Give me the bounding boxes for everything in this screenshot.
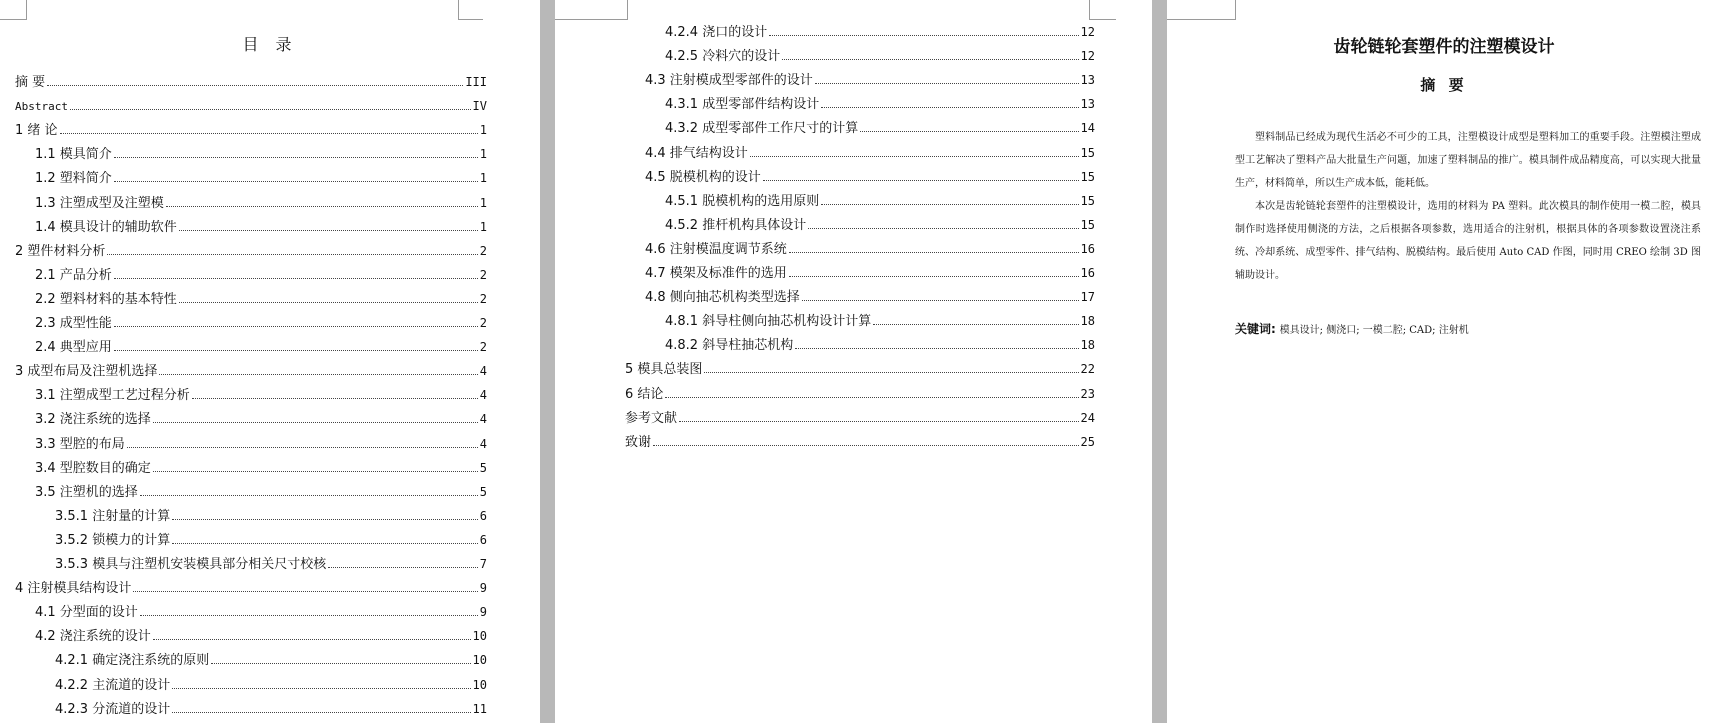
toc-entry[interactable]	[665, 191, 1095, 211]
toc-entry-page-number: 14	[1080, 121, 1095, 136]
toc-entry-page-number: 15	[1080, 145, 1095, 160]
toc-entry-title: 2.2 塑料材料的基本特性	[35, 291, 177, 307]
toc-entry-title: 4.2.1 确定浇注系统的原则	[55, 653, 210, 669]
toc-entry[interactable]	[665, 22, 1095, 42]
toc-entry[interactable]	[35, 265, 487, 285]
keywords-label: 关键词:	[1235, 322, 1276, 336]
toc-dot-leader	[153, 471, 478, 472]
toc-entry[interactable]	[15, 72, 487, 92]
toc-dot-leader	[179, 230, 478, 231]
document-page-2	[555, 0, 1152, 723]
document-page-1	[0, 0, 540, 723]
toc-entry-page-number: 1	[479, 219, 487, 234]
toc-entry-title: Abstract	[15, 100, 68, 114]
toc-entry-title: 3 成型布局及注塑机选择	[15, 364, 158, 380]
toc-dot-leader	[172, 688, 470, 689]
toc-entry[interactable]	[625, 384, 1095, 404]
toc-entry-title: 4.5.2 推杆机构具体设计	[665, 217, 807, 233]
toc-entry[interactable]	[665, 118, 1095, 138]
toc-entry-page-number: III	[465, 75, 487, 89]
toc-dot-leader	[665, 397, 1078, 398]
toc-entry-page-number: 15	[1080, 193, 1095, 208]
toc-dot-leader	[769, 35, 1078, 36]
toc-entry-page-number: 10	[472, 677, 487, 692]
toc-entry-title: 4.7 模架及标准件的选用	[645, 266, 787, 281]
toc-entry[interactable]	[35, 458, 487, 478]
toc-entry[interactable]	[665, 311, 1095, 331]
toc-entry[interactable]	[15, 578, 487, 598]
toc-dot-leader	[795, 348, 1078, 349]
toc-entry-page-number: 1	[479, 171, 487, 186]
toc-entry-title: 3.1 注塑成型工艺过程分析	[35, 388, 190, 404]
toc-entry-page-number: 2	[479, 316, 487, 330]
toc-entry[interactable]	[35, 482, 487, 502]
toc-dot-leader	[873, 324, 1078, 325]
toc-entry-page-number: 16	[1080, 241, 1095, 256]
toc-entry[interactable]	[625, 359, 1095, 379]
toc-entry-title: 4.5.1 脱模机构的选用原则	[665, 193, 820, 209]
toc-dot-leader	[782, 59, 1078, 60]
toc-entry-title: 4.3 注射模成型零部件的设计	[645, 73, 813, 89]
toc-entry[interactable]	[35, 602, 487, 622]
toc-entry-page-number: 15	[1080, 169, 1095, 184]
toc-entry-page-number: 25	[1080, 434, 1095, 449]
toc-entry-page-number: 5	[479, 460, 487, 475]
toc-entry[interactable]	[35, 313, 487, 333]
toc-entry-page-number: 9	[479, 605, 487, 620]
toc-entry-title: 1.3 注塑成型及注塑模	[35, 195, 164, 211]
toc-entry[interactable]	[645, 70, 1095, 90]
toc-entry[interactable]	[15, 96, 487, 116]
toc-entry-page-number: 2	[479, 267, 487, 282]
toc-entry-page-number: 22	[1080, 362, 1095, 377]
toc-dot-leader	[860, 131, 1078, 132]
thesis-title: 齿轮链轮套塑件的注塑模设计	[1333, 37, 1555, 57]
toc-entry-page-number: 15	[1080, 217, 1095, 232]
toc-dot-leader	[789, 276, 1079, 277]
toc-entry[interactable]	[15, 120, 487, 140]
toc-entry-title: 5 模具总装图	[625, 362, 703, 378]
toc-entry-title: 4.4 排气结构设计	[645, 145, 748, 161]
toc-entry[interactable]	[55, 530, 487, 550]
toc-entry-title: 4.6 注射模温度调节系统	[645, 241, 787, 257]
toc-entry[interactable]	[55, 554, 487, 574]
toc-dot-leader	[172, 519, 478, 520]
toc-entry-page-number: 16	[1080, 266, 1095, 280]
toc-entry-page-number: 17	[1080, 290, 1095, 305]
toc-dot-leader	[179, 302, 478, 303]
toc-dot-leader	[192, 398, 478, 399]
toc-dot-leader	[802, 300, 1079, 301]
toc-entry-title: 4.3.1 成型零部件结构设计	[665, 97, 820, 113]
toc-entry[interactable]	[665, 335, 1095, 355]
toc-entry-title: 4.3.2 成型零部件工作尺寸的计算	[665, 121, 859, 137]
crop-mark	[1089, 0, 1116, 20]
toc-entry[interactable]	[15, 241, 487, 261]
toc-entry[interactable]	[35, 144, 487, 164]
toc-dot-leader	[140, 495, 478, 496]
toc-entry-page-number: 6	[479, 508, 487, 523]
toc-entry[interactable]	[645, 239, 1095, 259]
toc-entry-page-number: 5	[479, 484, 487, 499]
toc-dot-leader	[166, 206, 478, 207]
toc-dot-leader	[808, 228, 1078, 229]
toc-entry-page-number: 4	[479, 364, 487, 379]
toc-entry-title: 3.3 型腔的布局	[35, 436, 125, 452]
toc-entry-page-number: 13	[1080, 97, 1095, 112]
toc-entry-page-number: 1	[479, 123, 487, 138]
toc-entry[interactable]	[15, 361, 487, 381]
toc-entry[interactable]	[645, 287, 1095, 307]
toc-entry-title: 3.2 浇注系统的选择	[35, 412, 151, 428]
crop-mark	[555, 0, 628, 20]
toc-entry-title: 1.2 塑料简介	[35, 171, 112, 187]
toc-dot-leader	[763, 180, 1079, 181]
toc-entry-page-number: 1	[479, 147, 487, 162]
toc-entry-page-number: 6	[479, 532, 487, 547]
toc-entry[interactable]	[55, 675, 487, 695]
toc-entry-page-number: 13	[1080, 73, 1095, 88]
toc-dot-leader	[114, 157, 478, 158]
toc-dot-leader	[133, 591, 477, 592]
toc-entry[interactable]	[665, 94, 1095, 114]
toc-entry-page-number: 18	[1080, 338, 1095, 353]
toc-dot-leader	[750, 156, 1079, 157]
toc-entry-page-number: 23	[1080, 386, 1095, 401]
crop-mark	[458, 0, 483, 20]
toc-entry-page-number: 4	[479, 388, 487, 403]
toc-entry[interactable]	[35, 289, 487, 309]
toc-dot-leader	[704, 372, 1078, 373]
toc-entry-page-number: 24	[1080, 410, 1095, 425]
toc-entry-title: 4.2.2 主流道的设计	[55, 677, 171, 693]
toc-dot-leader	[172, 712, 470, 713]
toc-dot-leader	[60, 133, 478, 134]
toc-entry-title: 1 绪 论	[15, 123, 58, 139]
toc-entry-title: 3.5.2 锁模力的计算	[55, 532, 171, 548]
toc-dot-leader	[114, 181, 478, 182]
toc-entry[interactable]	[35, 409, 487, 429]
toc-entry[interactable]	[35, 193, 487, 213]
toc-entry-page-number: 2	[479, 243, 487, 258]
toc-entry-title: 3.5 注塑机的选择	[35, 484, 138, 500]
toc-entry[interactable]	[625, 432, 1095, 452]
toc-entry[interactable]	[55, 699, 487, 719]
toc-entry-title: 3.5.3 模具与注塑机安装模具部分相关尺寸校核	[55, 557, 327, 572]
toc-entry-title: 4.5 脱模机构的设计	[645, 169, 761, 185]
toc-dot-leader	[114, 350, 478, 351]
crop-mark	[0, 0, 27, 20]
abstract-paragraph: 塑料制品已经成为现代生活必不可少的工具，注塑模设计成型是塑料加工的重要手段。注塑模注塑成型工艺解决了塑料产品大批量生产问题，加速了塑料制品的推广。模具制件成品精度高，可以实现大批量生产，材料简单，所以生产成本低，能耗低。	[1235, 132, 1701, 189]
toc-entry-title: 4 注射模具结构设计	[15, 581, 132, 597]
toc-entry-title: 致谢	[625, 434, 652, 450]
keywords-value: 模具设计; 侧浇口; 一模二腔; CAD; 注射机	[1279, 325, 1469, 336]
toc-entry-title: 4.8.1 斜导柱侧向抽芯机构设计计算	[665, 314, 872, 330]
toc-dot-leader	[172, 543, 478, 544]
toc-entry-title: 3.5.1 注射量的计算	[55, 508, 171, 524]
toc-entry-title: 4.2.5 冷料穴的设计	[665, 49, 781, 65]
toc-entry[interactable]	[665, 215, 1095, 235]
abstract-heading: 摘 要	[1420, 76, 1468, 94]
toc-dot-leader	[159, 374, 477, 375]
toc-entry-page-number: 4	[479, 436, 487, 451]
toc-entry-page-number: 4	[479, 412, 487, 427]
toc-dot-leader	[815, 83, 1079, 84]
crop-mark	[1167, 0, 1236, 20]
toc-entry-page-number: 10	[472, 653, 487, 668]
toc-dot-leader	[127, 447, 478, 448]
toc-dot-leader	[107, 254, 477, 255]
toc-dot-leader	[114, 278, 478, 279]
toc-entry-title: 2.3 成型性能	[35, 316, 112, 331]
toc-entry-page-number: 12	[1080, 49, 1095, 64]
toc-dot-leader	[211, 663, 470, 664]
toc-entry-page-number: 10	[472, 629, 487, 644]
toc-entry[interactable]	[645, 143, 1095, 163]
toc-entry-title: 4.8.2 斜导柱抽芯机构	[665, 338, 794, 354]
toc-entry[interactable]	[625, 408, 1095, 428]
toc-entry[interactable]	[35, 434, 487, 454]
keywords-line	[1235, 320, 1469, 337]
toc-dot-leader	[140, 615, 478, 616]
toc-entry[interactable]	[645, 263, 1095, 283]
toc-dot-leader	[653, 445, 1079, 446]
toc-entry[interactable]	[55, 650, 487, 670]
toc-entry-title: 2.1 产品分析	[35, 267, 112, 283]
toc-entry[interactable]	[35, 337, 487, 357]
toc-entry-page-number: 2	[479, 291, 487, 306]
toc-entry-title: 参考文献	[625, 410, 678, 426]
abstract-paragraph: 本次是齿轮链轮套塑件的注塑模设计，选用的材料为 PA 塑料。此次模具的制作使用一模二腔，模具制作时选择使用侧浇的方法，之后根据各项参数，选用适合的注射机，根据具体的各项参数设置浇注系统、冷却系统、成型零件、排气结构、脱模结构。最后使用 Auto CAD 作图，同时用 CREO 绘制 3D 图辅助设计。	[1235, 201, 1701, 281]
toc-dot-leader	[153, 639, 471, 640]
toc-entry[interactable]	[35, 385, 487, 405]
toc-entry-title: 4.8 侧向抽芯机构类型选择	[645, 290, 800, 306]
toc-dot-leader	[821, 107, 1078, 108]
toc-entry-page-number: 12	[1080, 25, 1095, 39]
toc-entry-title: 3.4 型腔数目的确定	[35, 460, 151, 476]
toc-entry[interactable]	[645, 167, 1095, 187]
toc-dot-leader	[679, 421, 1079, 422]
toc-entry-title: 4.2.4 浇口的设计	[665, 25, 768, 40]
toc-title: 目 录	[242, 35, 298, 54]
toc-entry-title: 2 塑件材料分析	[15, 243, 106, 259]
document-page-3	[1167, 0, 1721, 723]
toc-dot-leader	[328, 567, 478, 568]
toc-entry[interactable]	[35, 168, 487, 188]
toc-entry-page-number: 11	[472, 701, 487, 716]
toc-dot-leader	[821, 204, 1078, 205]
toc-entry-title: 1.1 模具简介	[35, 147, 112, 163]
toc-entry-page-number: 18	[1080, 314, 1095, 329]
toc-entry-page-number: 1	[479, 195, 487, 210]
toc-entry[interactable]	[665, 46, 1095, 66]
toc-dot-leader	[47, 85, 463, 86]
toc-entry[interactable]	[35, 626, 487, 646]
toc-dot-leader	[114, 326, 478, 327]
toc-dot-leader	[70, 109, 471, 110]
toc-entry[interactable]	[35, 217, 487, 237]
toc-entry-title: 4.1 分型面的设计	[35, 605, 138, 621]
toc-entry-page-number: 9	[479, 581, 487, 596]
toc-entry-title: 4.2.3 分流道的设计	[55, 701, 171, 717]
toc-entry-page-number: 2	[479, 340, 487, 355]
toc-entry-page-number: IV	[472, 99, 487, 114]
toc-entry-title: 4.2 浇注系统的设计	[35, 629, 151, 645]
toc-entry-title: 1.4 模具设计的辅助软件	[35, 219, 177, 235]
toc-entry-page-number: 7	[479, 557, 487, 571]
abstract-body	[1235, 126, 1701, 287]
toc-entry-title: 6 结论	[625, 386, 664, 402]
toc-entry[interactable]	[55, 506, 487, 526]
toc-entry-title: 摘 要	[15, 75, 46, 90]
toc-dot-leader	[153, 422, 478, 423]
toc-entry-title: 2.4 典型应用	[35, 340, 112, 356]
toc-dot-leader	[789, 252, 1079, 253]
